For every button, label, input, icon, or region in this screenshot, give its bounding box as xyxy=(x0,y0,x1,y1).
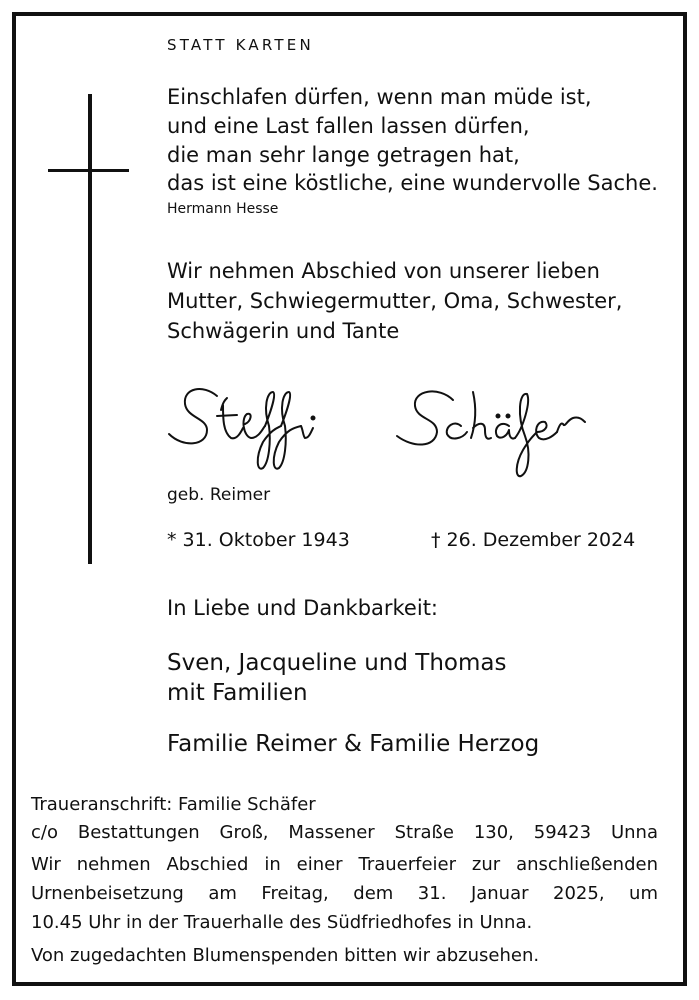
quote-line-4: das ist eine köstliche, eine wundervolle Sache. xyxy=(167,171,658,195)
mourners-intro: In Liebe und Dankbarkeit: xyxy=(167,596,439,620)
ceremony-line-3: 10.45 Uhr in der Trauerhalle des Südfriedhofes in Unna. xyxy=(31,912,533,933)
quote-line-3: die man sehr lange getragen hat, xyxy=(167,143,520,167)
cross-horizontal-bar xyxy=(48,169,129,172)
quote-line-1: Einschlafen dürfen, wenn man müde ist, xyxy=(167,85,592,109)
mourners-line-2: mit Familien xyxy=(167,680,308,706)
intro-line-3: Schwägerin und Tante xyxy=(167,319,400,343)
birth-date: * 31. Oktober 1943 xyxy=(167,529,350,551)
ceremony-line-1: Wir nehmen Abschied in einer Trauerfeier zur anschließenden xyxy=(31,854,658,875)
mourners-line-3: Familie Reimer & Familie Herzog xyxy=(167,731,540,757)
birth-name: geb. Reimer xyxy=(167,485,271,505)
name-signature xyxy=(165,382,645,484)
intro-line-2: Mutter, Schwiegermutter, Oma, Schwester, xyxy=(167,289,623,313)
address-line-2: c/o Bestattungen Groß, Massener Straße 130, 59423 Unna xyxy=(31,822,658,843)
quote-line-2: und eine Last fallen lassen dürfen, xyxy=(167,114,530,138)
quote-author: Hermann Hesse xyxy=(167,201,279,217)
cross-vertical-bar xyxy=(88,94,92,564)
ceremony-line-2: Urnenbeisetzung am Freitag, dem 31. Januar 2025, um xyxy=(31,883,658,904)
flower-note: Von zugedachten Blumenspenden bitten wir abzusehen. xyxy=(31,945,540,966)
mourners-line-1: Sven, Jacqueline und Thomas xyxy=(167,650,507,676)
statt-karten-header: STATT KARTEN xyxy=(167,36,314,54)
address-line-1: Traueranschrift: Familie Schäfer xyxy=(31,794,316,815)
intro-line-1: Wir nehmen Abschied von unserer lieben xyxy=(167,259,600,283)
death-date: † 26. Dezember 2024 xyxy=(431,529,636,551)
